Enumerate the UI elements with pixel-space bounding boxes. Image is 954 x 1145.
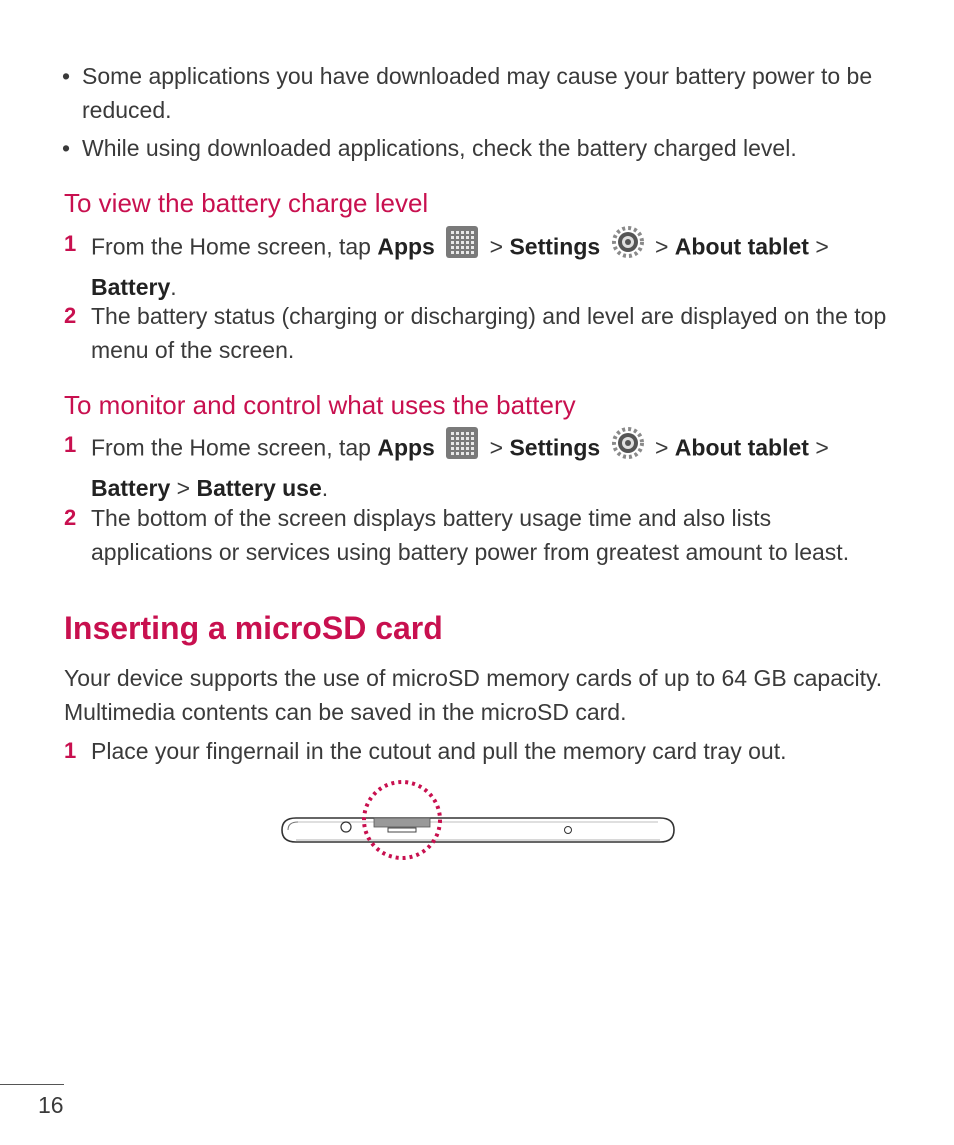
separator: > (654, 233, 669, 260)
step-number: 2 (64, 505, 77, 530)
step-text: The bottom of the screen displays battery usage time and also lists applications or services using battery power from greatest amount to least. (91, 505, 850, 565)
step-item (64, 299, 894, 367)
intro-paragraph: Your device supports the use of microSD memory cards of up to 64 GB capacity. Multimedia contents can be saved in the microSD card. (64, 665, 883, 725)
apps-grid-icon (445, 225, 479, 268)
about-tablet-label: About tablet (674, 233, 809, 260)
settings-label: Settings (509, 233, 601, 260)
step-text: The battery status (charging or discharging) and level are displayed on the top menu of the screen. (91, 303, 887, 363)
step-number: 2 (64, 303, 77, 328)
separator: > (176, 475, 191, 501)
separator: > (815, 233, 829, 260)
apps-label: Apps (377, 233, 435, 260)
period: . (321, 475, 329, 501)
settings-gear-icon (611, 225, 645, 268)
bullet-text: Some applications you have downloaded may cause your battery power to be reduced. (82, 63, 873, 123)
section-heading-view-battery: To view the battery charge level (64, 188, 429, 218)
step-text: From the Home screen, tap (91, 233, 371, 260)
tablet-edge-illustration (278, 778, 678, 869)
settings-gear-icon (611, 426, 645, 469)
step-item (64, 501, 894, 569)
section-heading-microsd: Inserting a microSD card (64, 610, 443, 646)
period: . (170, 274, 177, 300)
section-heading-monitor-battery: To monitor and control what uses the battery (64, 390, 576, 420)
battery-use-label: Battery use (196, 475, 322, 501)
about-tablet-label: About tablet (674, 434, 809, 461)
battery-label: Battery (91, 475, 171, 501)
step-text: Place your fingernail in the cutout and pull the memory card tray out. (91, 738, 787, 764)
separator: > (489, 434, 504, 461)
battery-label: Battery (91, 274, 171, 300)
bullet-item (62, 59, 912, 127)
settings-label: Settings (509, 434, 601, 461)
step-number: 1 (64, 432, 77, 457)
apps-label: Apps (377, 434, 435, 461)
step-item (64, 227, 894, 304)
bullet-text: While using downloaded applications, check the battery charged level. (82, 135, 797, 161)
step-number: 1 (64, 738, 77, 763)
step-item (64, 428, 894, 505)
separator: > (654, 434, 669, 461)
page-number: 16 (38, 1092, 64, 1118)
separator: > (489, 233, 504, 260)
step-number: 1 (64, 231, 77, 256)
step-item (64, 734, 894, 768)
step-text: From the Home screen, tap (91, 434, 371, 461)
separator: > (815, 434, 829, 461)
footer-rule (0, 1084, 64, 1085)
apps-grid-icon (445, 426, 479, 469)
bullet-item (62, 131, 912, 165)
